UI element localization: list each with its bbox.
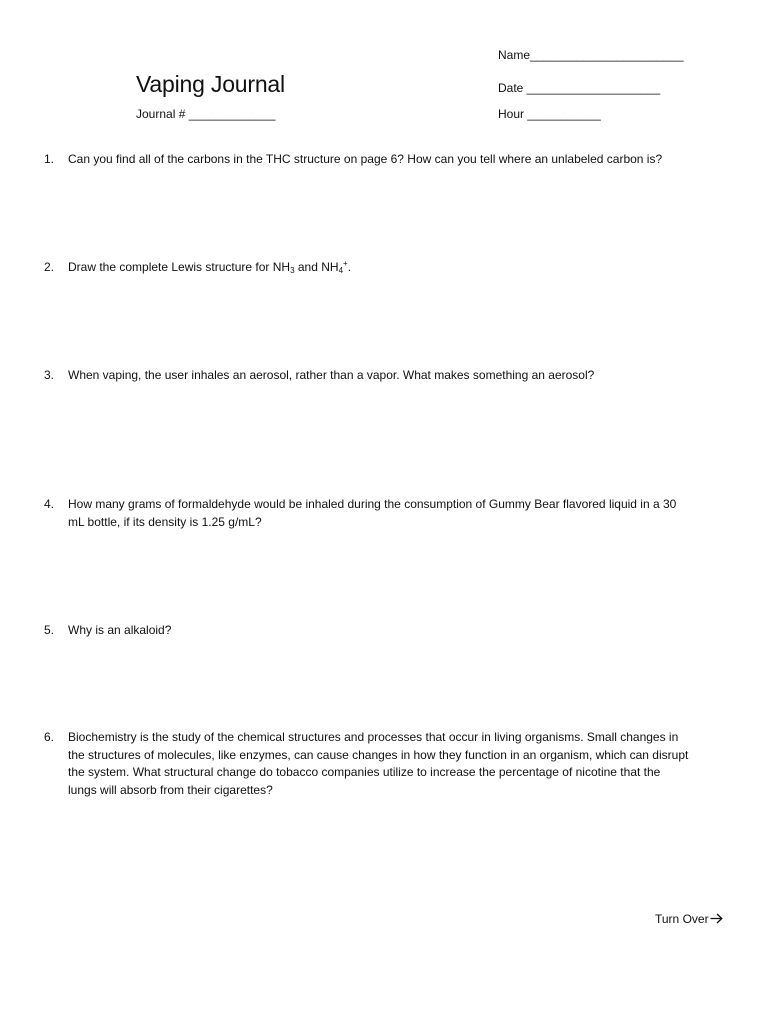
question-line: the structures of molecules, like enzymes, can cause changes in how they function in an organism, which can disrupt [68, 747, 689, 762]
question-text: When vaping, the user inhales an aerosol, rather than a vapor. What makes something an aerosol? [68, 368, 595, 382]
question-text [68, 259, 734, 277]
question-text: Why is an alkaloid? [68, 623, 172, 637]
question-line: mL bottle, if its density is 1.25 g/mL? [68, 514, 262, 529]
question-5 [44, 622, 734, 640]
subscript-3: 3 [290, 266, 295, 275]
date-field: Date ____________________ [498, 81, 661, 95]
question-number: 2. [44, 260, 55, 274]
question-text: Can you find all of the carbons in the THC structure on page 6? How can you tell where an unlabeled carbon is? [68, 152, 663, 166]
turn-over-label [655, 912, 723, 927]
turn-over-text: Turn Over [655, 912, 709, 926]
question-text [68, 729, 734, 799]
name-field: Name_______________________ [498, 48, 684, 62]
question-text-part: . [347, 260, 352, 274]
page-title: Vaping Journal [136, 71, 285, 97]
question-number: 1. [44, 152, 55, 166]
question-1 [44, 151, 734, 169]
journal-number-field: Journal # _____________ [136, 107, 276, 121]
question-2 [44, 259, 734, 277]
hour-field: Hour ___________ [498, 107, 601, 121]
superscript-plus: + [343, 259, 348, 268]
question-text-part: and NH [294, 260, 339, 274]
question-line: How many grams of formaldehyde would be inhaled during the consumption of Gummy Bear flavored liquid in a 30 [68, 497, 677, 511]
question-number: 3. [44, 368, 55, 382]
question-6 [44, 729, 734, 799]
question-number: 5. [44, 623, 55, 637]
question-line: lungs will absorb from their cigarettes? [68, 782, 273, 797]
question-number: 6. [44, 730, 55, 744]
right-arrow-icon [710, 913, 723, 927]
question-number: 4. [44, 497, 55, 511]
question-line: the system. What structural change do tobacco companies utilize to increase the percentage of nicotine that the [68, 765, 661, 779]
question-line: Biochemistry is the study of the chemical structures and processes that occur in living organisms. Small changes in [68, 730, 679, 744]
question-3 [44, 367, 734, 385]
question-text [68, 496, 734, 531]
question-4 [44, 496, 734, 531]
subscript-4: 4 [338, 266, 344, 275]
question-text-part: Draw the complete Lewis structure for NH [68, 260, 291, 274]
